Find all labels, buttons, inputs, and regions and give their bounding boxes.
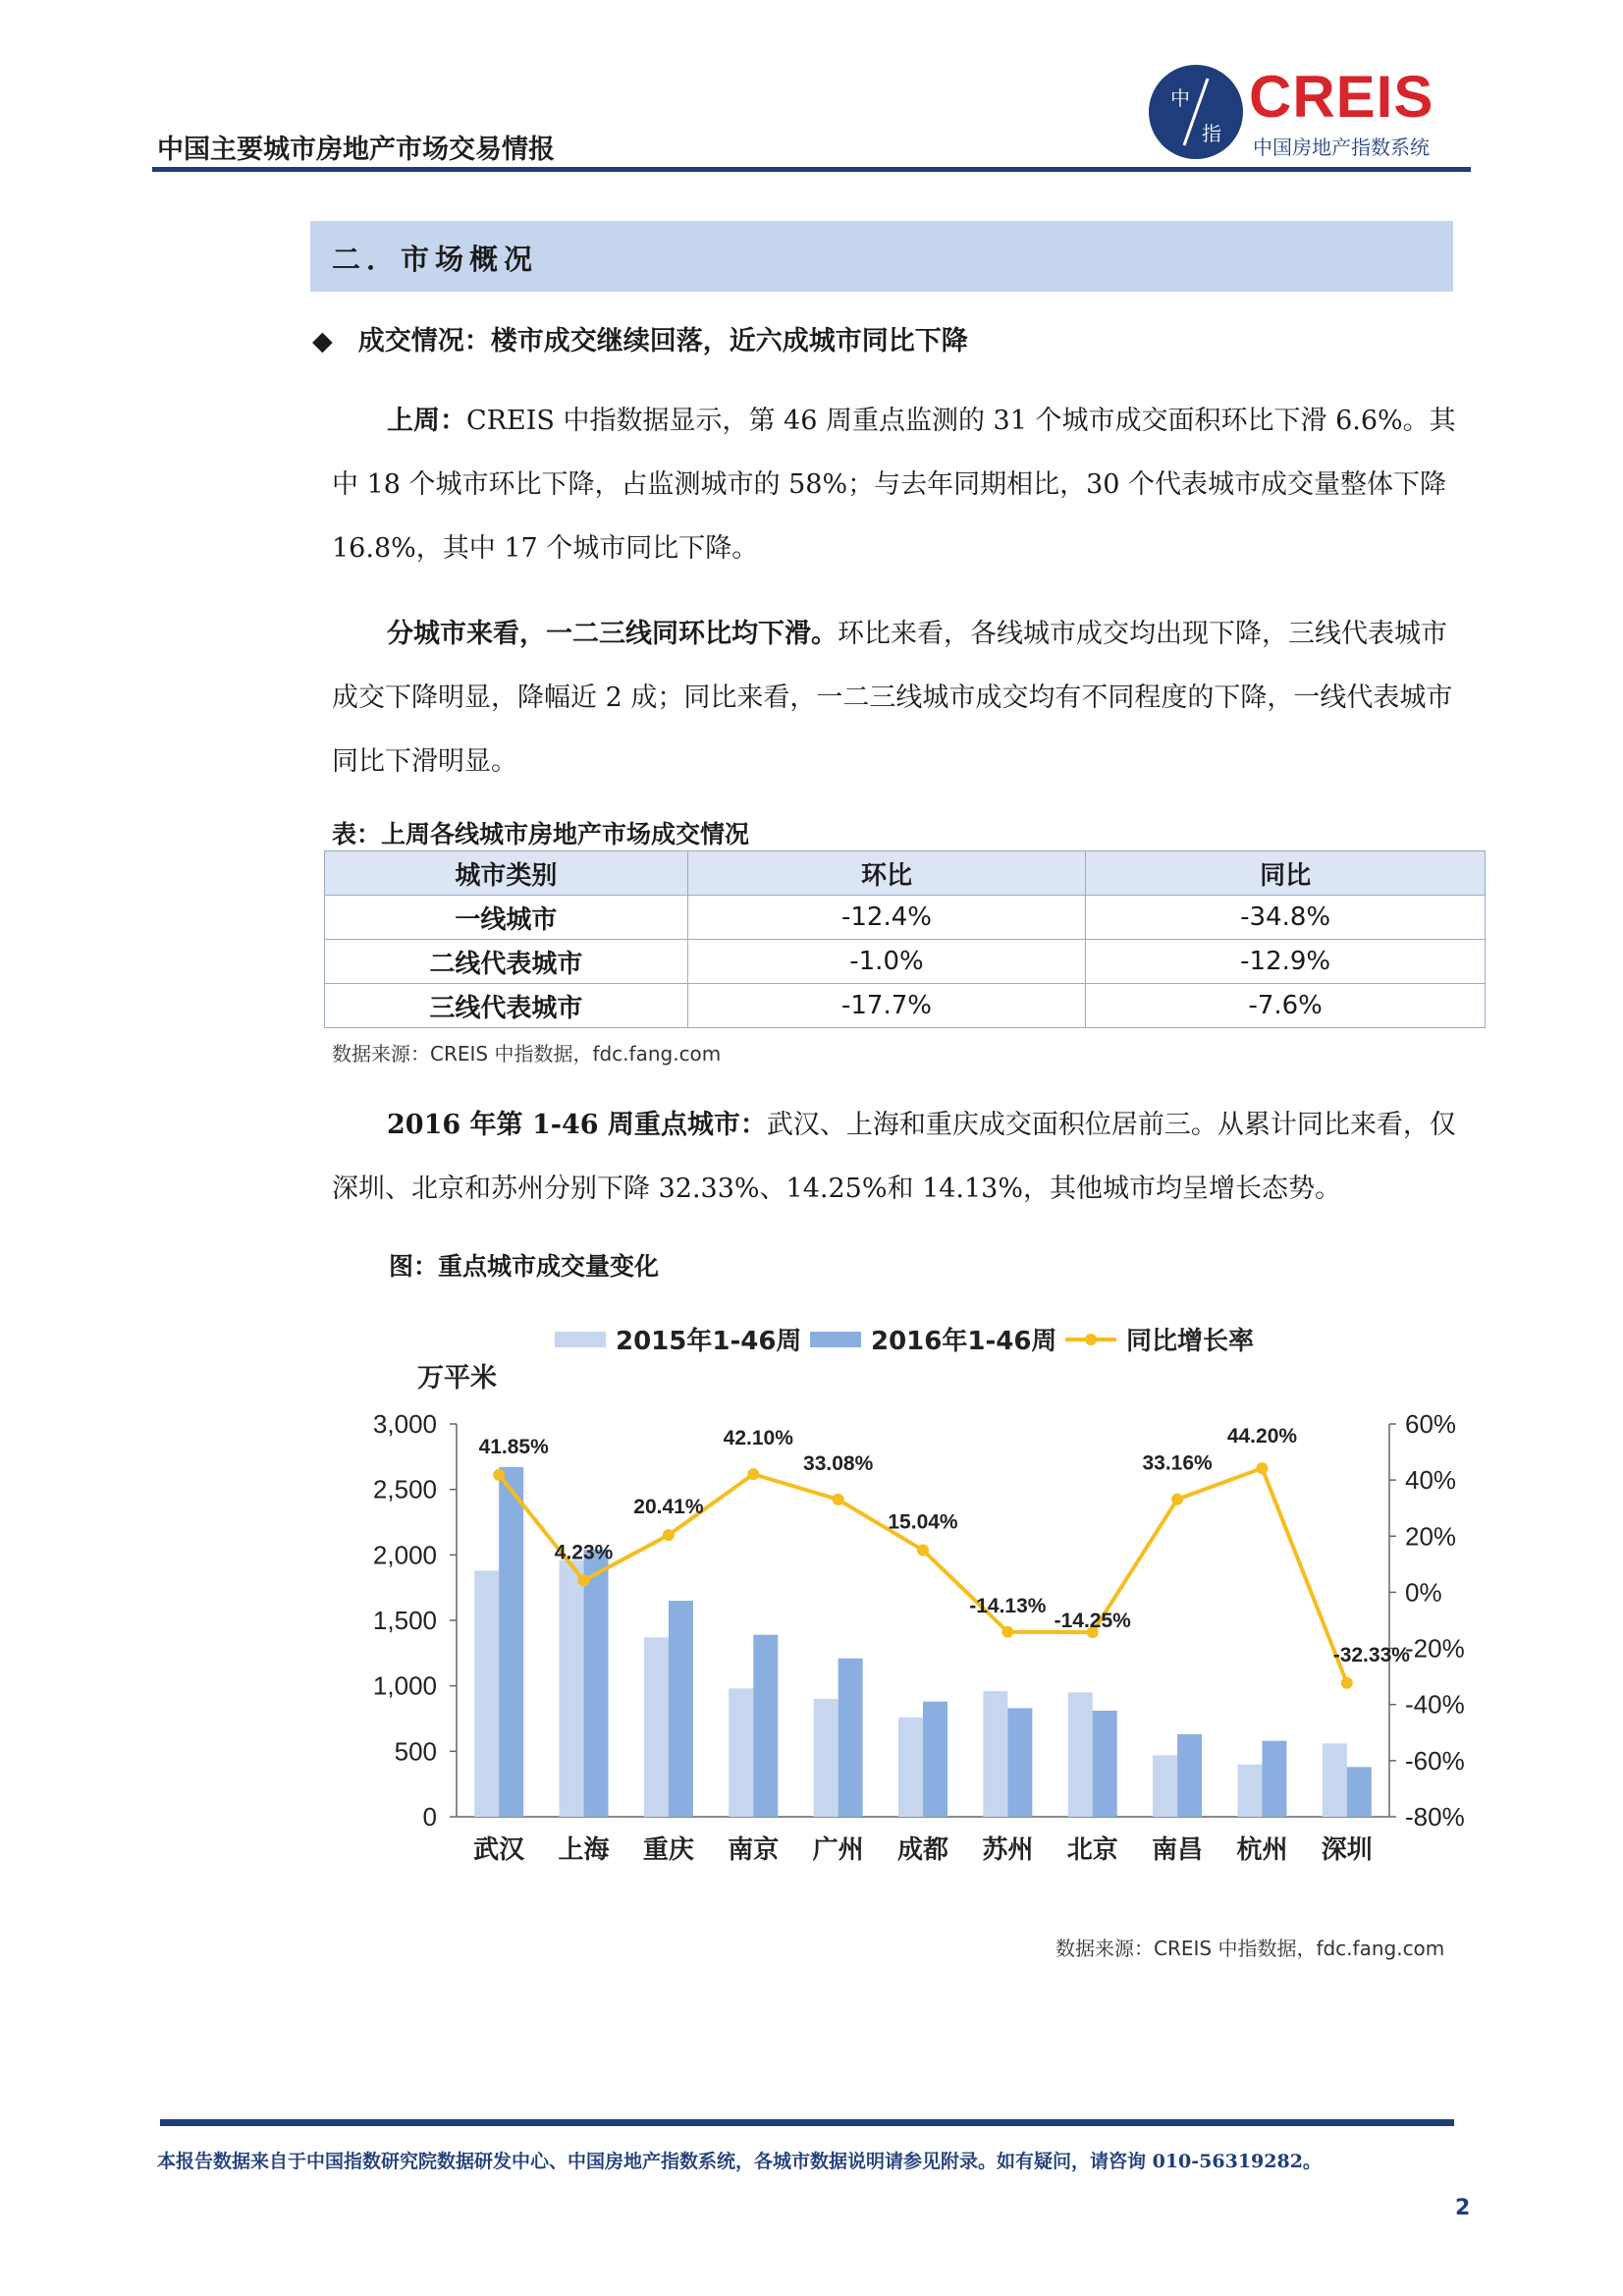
legend-label: 2015年1-46周 [616, 1327, 802, 1356]
legend-swatch [810, 1332, 861, 1347]
data-label: 20.41% [633, 1496, 704, 1519]
data-label: -14.13% [969, 1594, 1047, 1617]
paragraph-lead: 分城市来看，一二三线同环比均下滑。 [387, 619, 838, 649]
logo-mark-char-2: 指 [1202, 122, 1221, 145]
paragraph-key-cities [332, 1093, 1471, 1221]
y-tick-label: 2,500 [372, 1474, 437, 1504]
growth-rate-point [1001, 1626, 1013, 1638]
bar-2015 [474, 1570, 499, 1817]
data-label: 15.04% [888, 1510, 958, 1534]
growth-rate-line [499, 1468, 1347, 1683]
bar-2015 [1068, 1692, 1093, 1817]
x-tick-label: 杭州 [1236, 1835, 1288, 1865]
bar-2016 [584, 1550, 609, 1817]
table-source: 数据来源：CREIS 中指数据，fdc.fang.com [332, 1042, 722, 1066]
table-cell: -12.4% [687, 896, 1086, 940]
section-title: 二．市场概况 [332, 243, 539, 276]
bar-2016 [669, 1601, 693, 1817]
table-cell: -7.6% [1086, 984, 1486, 1028]
figure-caption: 图：重点城市成交量变化 [389, 1252, 660, 1281]
x-tick-label: 上海 [558, 1835, 610, 1865]
y2-tick-label: 40% [1405, 1465, 1457, 1496]
paragraph-body: 环比来看，各线城市成交均出现下降，三线代表城市成交下降明显，降幅近 2 成；同比来看，一二三线城市成交均有不同程度的下降，一线代表城市同比下滑明显。 [332, 619, 1453, 777]
y-axis-label: 万平米 [417, 1363, 497, 1394]
growth-rate-point [833, 1494, 844, 1505]
x-tick-label: 成都 [896, 1835, 949, 1865]
growth-rate-point [917, 1544, 929, 1556]
growth-rate-point [663, 1529, 675, 1541]
logo-slash-icon [1149, 65, 1243, 159]
x-tick-label: 北京 [1066, 1835, 1118, 1865]
x-tick-label: 武汉 [473, 1835, 525, 1865]
bar-2016 [753, 1635, 778, 1817]
legend-swatch-point [1085, 1334, 1097, 1345]
logo-subtitle: 中国房地产指数系统 [1253, 136, 1430, 159]
page-number: 2 [1455, 2196, 1471, 2220]
city-tier-table [324, 850, 1486, 1028]
data-label: 42.10% [723, 1427, 793, 1450]
data-label: 41.85% [478, 1435, 549, 1458]
y2-tick-label: 20% [1405, 1521, 1457, 1552]
x-tick-label: 南京 [728, 1835, 780, 1865]
bar-2015 [729, 1688, 753, 1817]
table-header-cell: 同比 [1086, 851, 1486, 896]
y2-tick-label: -40% [1405, 1689, 1465, 1720]
bar-2016 [839, 1659, 863, 1817]
data-label: -32.33% [1332, 1643, 1410, 1667]
paragraph-body: CREIS 中指数据显示，第 46 周重点监测的 31 个城市成交面积环比下滑 6.6%。其中 18 个城市环比下降，占监测城市的 58%；与去年同期相比，30 个代表城市成交量整体下降 16.8%，其中 17 个城市同比下降。 [332, 406, 1456, 564]
y-tick-label: 0 [422, 1802, 437, 1831]
paragraph-by-city-tier [332, 602, 1471, 793]
growth-rate-point [578, 1574, 590, 1586]
city-volume-chart [324, 1316, 1483, 1886]
paragraph-body: 武汉、上海和重庆成交面积位居前三。从累计同比来看，仅深圳、北京和苏州分别下降 32.33%、14.25%和 14.13%，其他城市均呈增长态势。 [332, 1110, 1456, 1204]
bar-2016 [499, 1467, 523, 1817]
bar-2015 [814, 1699, 839, 1817]
x-tick-label: 深圳 [1321, 1835, 1373, 1865]
growth-rate-point [1256, 1462, 1268, 1474]
logo-mark-icon [1149, 65, 1243, 159]
growth-rate-point [493, 1469, 505, 1481]
bullet-text: 成交情况：楼市成交继续回落，近六成城市同比下降 [357, 326, 968, 356]
paragraph-lead: 上周： [387, 406, 466, 436]
diamond-bullet-icon: ◆ [312, 326, 333, 356]
y-tick-label: 2,000 [372, 1540, 437, 1570]
table-cell: -12.9% [1086, 940, 1486, 984]
bar-2015 [898, 1718, 923, 1817]
y2-tick-label: -20% [1405, 1633, 1465, 1664]
table-cell: 三线代表城市 [325, 984, 688, 1028]
header-divider [152, 167, 1471, 172]
section-header [310, 221, 1453, 292]
bar-2016 [1177, 1734, 1202, 1817]
bar-2015 [560, 1560, 584, 1817]
table-cell: -34.8% [1086, 896, 1486, 940]
bar-2016 [1093, 1711, 1117, 1817]
bar-2015 [983, 1691, 1007, 1817]
legend-label: 同比增长率 [1126, 1327, 1255, 1356]
y2-tick-label: 0% [1405, 1577, 1442, 1608]
table-row [325, 896, 1486, 940]
bar-2016 [1347, 1767, 1372, 1817]
table-row [325, 984, 1486, 1028]
table-row [325, 940, 1486, 984]
growth-rate-point [1341, 1677, 1353, 1689]
table-cell: 二线代表城市 [325, 940, 688, 984]
growth-rate-point [747, 1468, 759, 1480]
table-caption: 表：上周各线城市房地产市场成交情况 [332, 820, 750, 848]
y-tick-label: 1,000 [372, 1670, 437, 1701]
y2-tick-label: -80% [1405, 1802, 1465, 1831]
paragraph-last-week [332, 389, 1471, 580]
table-header-row [325, 851, 1486, 896]
bar-2016 [1262, 1741, 1286, 1817]
y2-tick-label: 60% [1405, 1409, 1457, 1439]
footer-note: 本报告数据来自于中国指数研究院数据研发中心、中国房地产指数系统，各城市数据说明请参见附录。如有疑问，请咨询 010-56319282。 [157, 2151, 1322, 2172]
logo-wordmark: CREIS [1249, 64, 1434, 130]
logo-mark-char-1: 中 [1170, 86, 1190, 110]
data-label: -14.25% [1054, 1610, 1131, 1633]
table-cell: -1.0% [687, 940, 1086, 984]
data-label: 33.16% [1142, 1451, 1213, 1475]
bar-2015 [644, 1637, 669, 1817]
bar-2016 [923, 1702, 947, 1817]
y2-tick-label: -60% [1405, 1745, 1465, 1776]
data-label: 33.08% [803, 1451, 874, 1475]
x-tick-label: 广州 [812, 1835, 864, 1865]
bar-2015 [1153, 1755, 1177, 1817]
x-tick-label: 重庆 [642, 1835, 694, 1865]
legend-label: 2016年1-46周 [871, 1327, 1057, 1356]
bar-2015 [1237, 1765, 1262, 1817]
paragraph-lead: 2016 年第 1-46 周重点城市： [387, 1110, 767, 1140]
table-cell: -17.7% [687, 984, 1086, 1028]
bar-2015 [1323, 1743, 1347, 1817]
bar-2016 [1007, 1708, 1032, 1817]
y-tick-label: 500 [394, 1736, 437, 1767]
report-title: 中国主要城市房地产市场交易情报 [157, 135, 555, 165]
growth-rate-point [1171, 1494, 1183, 1505]
creis-logo [1149, 61, 1483, 169]
figure-source: 数据来源：CREIS 中指数据，fdc.fang.com [1055, 1937, 1445, 1960]
data-label: 44.20% [1226, 1425, 1298, 1449]
footer-divider [160, 2119, 1454, 2126]
x-tick-label: 南昌 [1152, 1835, 1204, 1865]
bullet-heading [312, 319, 968, 357]
data-label: 4.23% [554, 1541, 614, 1564]
y-tick-label: 3,000 [372, 1409, 437, 1439]
table-cell: 一线城市 [325, 896, 688, 940]
legend-swatch [555, 1332, 606, 1347]
y-tick-label: 1,500 [372, 1606, 437, 1635]
table-header-cell: 城市类别 [325, 851, 688, 896]
x-tick-label: 苏州 [982, 1835, 1034, 1865]
table-header-cell: 环比 [687, 851, 1086, 896]
